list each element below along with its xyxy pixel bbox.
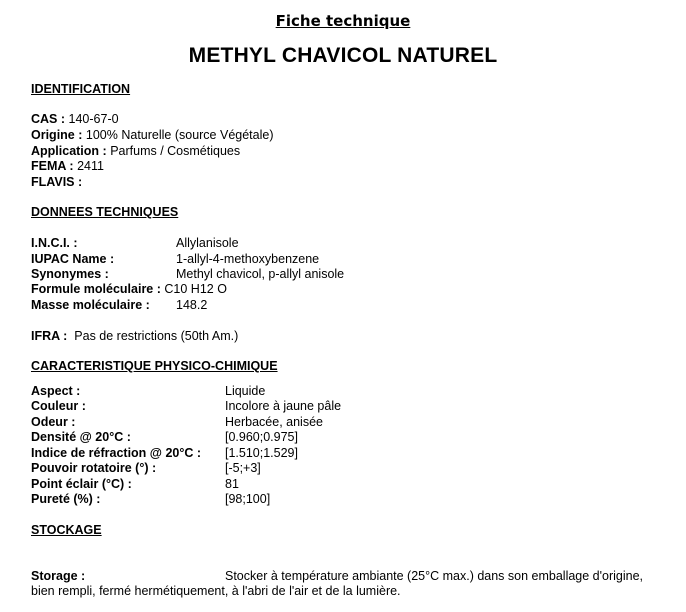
- application-row: [31, 144, 240, 159]
- indice-refraction-label: Indice de réfraction @ 20°C :: [31, 446, 202, 460]
- inci-value: Allylanisole: [176, 236, 239, 250]
- couleur-label: Couleur :: [31, 399, 86, 413]
- synonymes-value: Methyl chavicol, p-allyl anisole: [176, 267, 345, 281]
- masse-value: 148.2: [176, 298, 208, 312]
- iupac-label: IUPAC Name :: [31, 252, 115, 266]
- fema-value: 2411: [77, 159, 104, 173]
- section-heading-stockage: STOCKAGE: [31, 523, 102, 537]
- densite-value: [0.960;0.975]: [225, 430, 298, 444]
- ifra-row: [31, 329, 238, 344]
- purete-label: Pureté (%) :: [31, 492, 101, 506]
- origine-value: 100% Naturelle (source Végétale): [85, 128, 274, 142]
- storage-text-line1: Stocker à température ambiante (25°C max.) dans son emballage d'origine,: [225, 569, 644, 583]
- origine-label: Origine :: [31, 128, 83, 142]
- aspect-label: Aspect :: [31, 384, 81, 398]
- application-label: Application :: [31, 144, 107, 158]
- purete-value: [98;100]: [225, 492, 271, 506]
- cas-value: 140-67-0: [68, 112, 119, 126]
- masse-label: Masse moléculaire :: [31, 298, 150, 312]
- fema-label: FEMA :: [31, 159, 74, 173]
- storage-text-line2: bien rempli, fermé hermétiquement, à l'abri de l'air et de la lumière.: [31, 584, 401, 598]
- point-eclair-label: Point éclair (°C) :: [31, 477, 132, 491]
- section-heading-physico-chimique: CARACTERISTIQUE PHYSICO-CHIMIQUE: [31, 359, 278, 373]
- cas-row: [31, 112, 119, 127]
- point-eclair-value: 81: [225, 477, 239, 491]
- pouvoir-rotatoire-value: [-5;+3]: [225, 461, 261, 475]
- storage-label: Storage :: [31, 569, 86, 583]
- origine-row: [31, 128, 274, 143]
- ifra-value: Pas de restrictions (50th Am.): [74, 329, 239, 343]
- section-heading-identification: IDENTIFICATION: [31, 82, 131, 96]
- application-value: Parfums / Cosmétiques: [110, 144, 241, 158]
- ifra-label: IFRA :: [31, 329, 68, 343]
- pouvoir-rotatoire-label: Pouvoir rotatoire (°) :: [31, 461, 157, 475]
- inci-label: I.N.C.I. :: [31, 236, 78, 250]
- document-type-title: Fiche technique: [275, 12, 411, 30]
- product-name-title: METHYL CHAVICOL NATUREL: [188, 44, 498, 67]
- couleur-value: Incolore à jaune pâle: [225, 399, 342, 413]
- odeur-label: Odeur :: [31, 415, 76, 429]
- flavis-label: FLAVIS :: [31, 175, 83, 189]
- densite-label: Densité @ 20°C :: [31, 430, 131, 444]
- synonymes-label: Synonymes :: [31, 267, 109, 281]
- fema-row: [31, 159, 104, 174]
- formule-label: Formule moléculaire :: [31, 282, 161, 296]
- formule-value: C10 H12 O: [164, 282, 227, 296]
- formule-row: [31, 282, 227, 297]
- flavis-row: [31, 175, 82, 190]
- section-heading-donnees-techniques: DONNEES TECHNIQUES: [31, 205, 179, 219]
- iupac-value: 1-allyl-4-methoxybenzene: [176, 252, 320, 266]
- odeur-value: Herbacée, anisée: [225, 415, 323, 429]
- indice-refraction-value: [1.510;1.529]: [225, 446, 298, 460]
- aspect-value: Liquide: [225, 384, 266, 398]
- cas-label: CAS :: [31, 112, 66, 126]
